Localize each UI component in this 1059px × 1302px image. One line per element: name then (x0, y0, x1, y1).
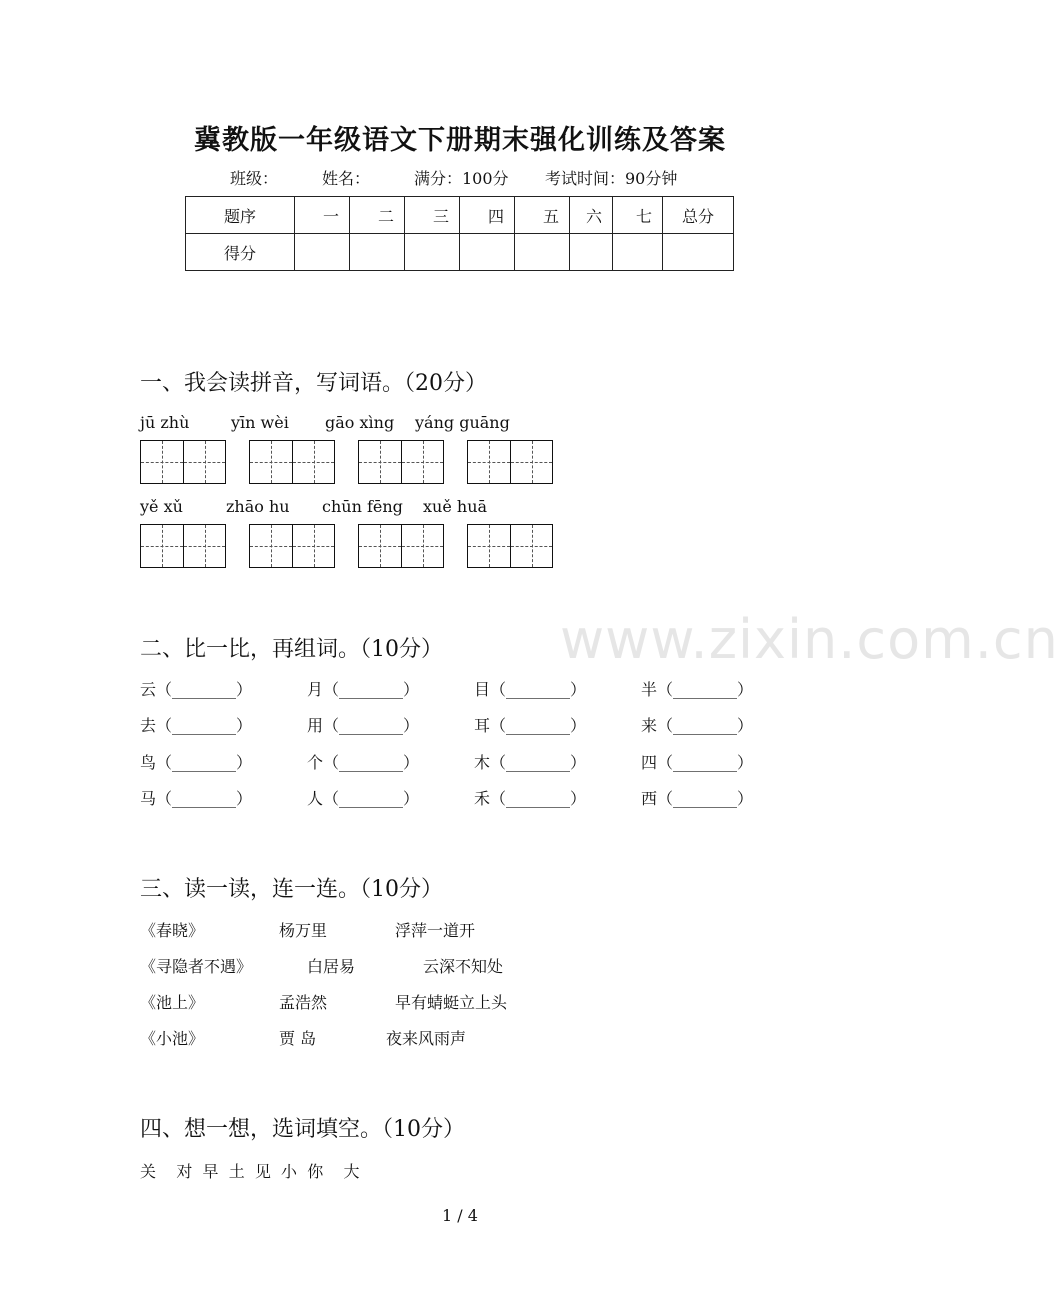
score-cell (460, 234, 515, 271)
score-cell (405, 234, 460, 271)
pinyin-label: yě xǔ (140, 497, 183, 516)
compare-item[interactable]: 月（________） (307, 680, 420, 699)
writing-grid[interactable] (140, 524, 226, 568)
compare-item[interactable]: 云（________） (140, 680, 253, 699)
writing-grid[interactable] (358, 524, 444, 568)
writing-grid[interactable] (249, 524, 335, 568)
poem-title: 《小池》 (140, 1029, 205, 1048)
poem-title: 《池上》 (140, 993, 205, 1012)
section-4-title: 四、想一想，选词填空。（10分） (140, 1117, 465, 1142)
poet-name: 孟浩然 (279, 993, 328, 1012)
poet-name: 贾 岛 (279, 1029, 317, 1048)
score-cell (515, 234, 570, 271)
full-score: 满分：100分 (414, 169, 509, 188)
score-cell (570, 234, 613, 271)
poem-title: 《春晓》 (140, 921, 205, 940)
page-number: 1 / 4 (442, 1206, 478, 1225)
compare-item[interactable]: 去（________） (140, 716, 253, 735)
score-row-label: 得分 (186, 234, 295, 271)
score-cell (350, 234, 405, 271)
header-cell: 七 (613, 197, 663, 234)
header-cell: 六 (570, 197, 613, 234)
exam-time: 考试时间：90分钟 (545, 169, 678, 188)
compare-item[interactable]: 目（________） (474, 680, 587, 699)
compare-item[interactable]: 耳（________） (474, 716, 587, 735)
header-cell: 题序 (186, 197, 295, 234)
compare-item[interactable]: 半（________） (641, 680, 754, 699)
header-cell: 一 (295, 197, 350, 234)
header-cell: 三 (405, 197, 460, 234)
poem-line: 浮萍一道开 (395, 921, 476, 940)
section-2-title: 二、比一比，再组词。（10分） (140, 637, 443, 662)
score-cell (295, 234, 350, 271)
pinyin-label: jū zhù (140, 413, 190, 432)
poet-name: 杨万里 (279, 921, 328, 940)
poem-line: 云深不知处 (423, 957, 504, 976)
header-cell: 总分 (663, 197, 734, 234)
name-label: 姓名： (322, 169, 371, 188)
compare-item[interactable]: 用（________） (307, 716, 420, 735)
poem-line: 早有蜻蜓立上头 (395, 993, 508, 1012)
pinyin-label: chūn fēng (322, 497, 403, 516)
pinyin-label: xuě huā (423, 497, 488, 516)
compare-item[interactable]: 四（________） (641, 753, 754, 772)
word-bank: 关 对 早 土 见 小 你 大 (140, 1162, 360, 1181)
score-table-header-row (186, 197, 734, 234)
writing-grid[interactable] (249, 440, 335, 484)
header-cell: 二 (350, 197, 405, 234)
watermark: www.zixin.com.cn (560, 608, 1059, 671)
class-label: 班级： (230, 169, 279, 188)
poem-line: 夜来风雨声 (386, 1029, 467, 1048)
writing-grid[interactable] (467, 440, 553, 484)
writing-grid[interactable] (358, 440, 444, 484)
header-cell: 四 (460, 197, 515, 234)
compare-item[interactable]: 禾（________） (474, 789, 587, 808)
compare-item[interactable]: 个（________） (307, 753, 420, 772)
writing-grid[interactable] (467, 524, 553, 568)
pinyin-label: gāo xìng (325, 413, 395, 432)
header-cell: 五 (515, 197, 570, 234)
score-table-score-row (186, 234, 734, 271)
pinyin-label: zhāo hu (226, 497, 290, 516)
score-cell (613, 234, 663, 271)
pinyin-label: yīn wèi (231, 413, 289, 432)
compare-item[interactable]: 马（________） (140, 789, 253, 808)
pinyin-label: yáng guāng (415, 413, 510, 432)
compare-item[interactable]: 鸟（________） (140, 753, 253, 772)
section-1-title: 一、我会读拼音，写词语。（20分） (140, 371, 487, 396)
compare-item[interactable]: 来（________） (641, 716, 754, 735)
poet-name: 白居易 (307, 957, 356, 976)
compare-item[interactable]: 西（________） (641, 789, 754, 808)
compare-item[interactable]: 人（________） (307, 789, 420, 808)
writing-grid[interactable] (140, 440, 226, 484)
section-3-title: 三、读一读，连一连。（10分） (140, 877, 443, 902)
score-table (185, 196, 734, 271)
poem-title: 《寻隐者不遇》 (140, 957, 253, 976)
score-cell (663, 234, 734, 271)
document-title: 冀教版一年级语文下册期末强化训练及答案 (194, 125, 726, 156)
compare-item[interactable]: 木（________） (474, 753, 587, 772)
